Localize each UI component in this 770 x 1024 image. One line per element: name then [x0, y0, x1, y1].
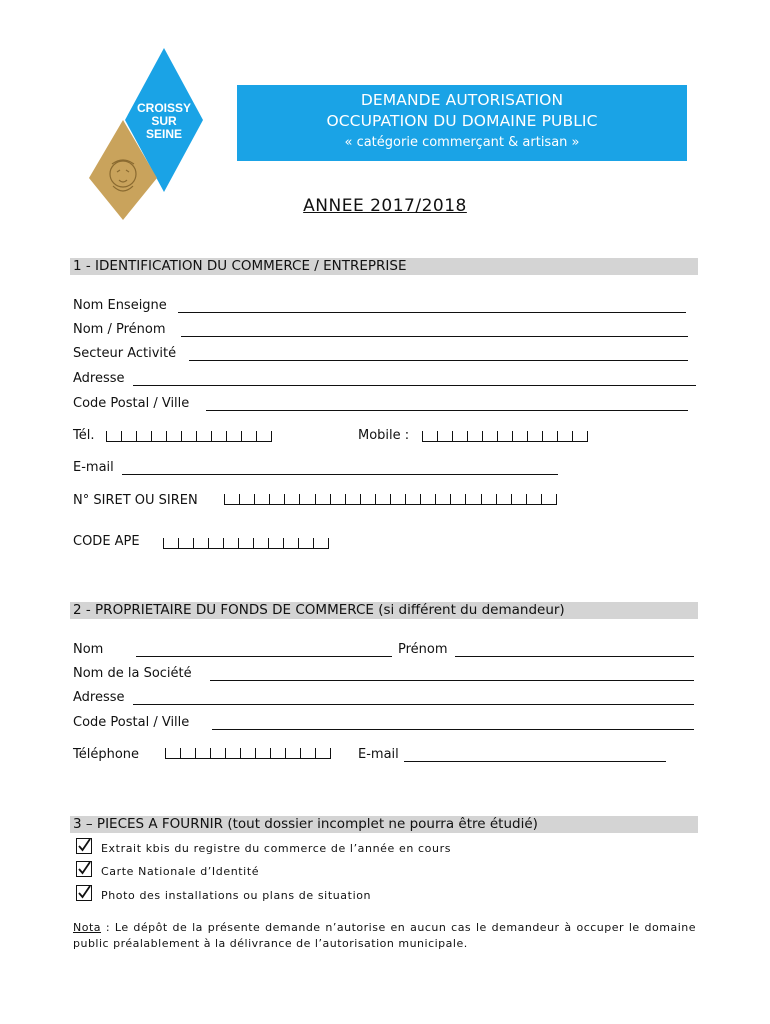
field-secteur-activite[interactable]	[189, 360, 688, 361]
digit-box-divider	[572, 431, 573, 442]
label-proprietaire-prenom: Prénom	[398, 642, 448, 657]
digit-box-divider	[283, 538, 284, 549]
digit-box-divider	[223, 538, 224, 549]
field-adresse[interactable]	[133, 385, 696, 386]
digit-box-divider	[450, 494, 451, 505]
checkbox-checked-icon[interactable]	[76, 838, 92, 854]
digit-box-divider	[496, 494, 497, 505]
label-mobile: Mobile :	[358, 428, 410, 443]
label-secteur-activite: Secteur Activité	[73, 346, 177, 361]
digit-box-divider	[422, 431, 423, 442]
field-proprietaire-email[interactable]	[404, 761, 666, 762]
piece-item-carte-identite: Carte Nationale d’Identité	[101, 865, 260, 878]
field-code-postal-ville[interactable]	[206, 410, 688, 411]
logo-text-line1: CROISSY	[136, 101, 192, 115]
digit-box-divider	[315, 748, 316, 759]
digit-box-divider	[284, 494, 285, 505]
digit-box-divider	[196, 431, 197, 442]
field-tel-boxes[interactable]	[106, 429, 272, 442]
label-proprietaire-nom: Nom	[73, 642, 104, 657]
field-email[interactable]	[122, 474, 558, 475]
digit-box-divider	[527, 431, 528, 442]
digit-box-divider	[121, 431, 122, 442]
digit-box-divider	[557, 431, 558, 442]
digit-box-divider	[526, 494, 527, 505]
checkbox-checked-icon[interactable]	[76, 861, 92, 877]
digit-box-divider	[481, 494, 482, 505]
digit-box-divider	[165, 748, 166, 759]
digit-box-divider	[300, 748, 301, 759]
nota-body: : Le dépôt de la présente demande n’autorise en aucun cas le demandeur à occuper le domaine public préalablement à la délivrance de l’autorisation municipale.	[73, 921, 696, 950]
label-adresse: Adresse	[73, 371, 125, 386]
digit-box-divider	[256, 431, 257, 442]
digit-box-divider	[163, 538, 164, 549]
digit-box-divider	[193, 538, 194, 549]
digit-box-divider	[151, 431, 152, 442]
section2-title: 2 - PROPRIETAIRE DU FONDS DE COMMERCE (si différent du demandeur)	[70, 602, 698, 619]
digit-box-divider	[512, 431, 513, 442]
digit-box-divider	[208, 538, 209, 549]
digit-box-divider	[497, 431, 498, 442]
digit-box-divider	[106, 431, 107, 442]
field-nom-enseigne[interactable]	[178, 312, 686, 313]
digit-box-divider	[210, 748, 211, 759]
nota-label: Nota	[73, 921, 102, 934]
digit-box-divider	[345, 494, 346, 505]
field-proprietaire-prenom[interactable]	[455, 656, 694, 657]
field-proprietaire-telephone-boxes[interactable]	[165, 746, 331, 759]
field-proprietaire-code-postal[interactable]	[212, 729, 694, 730]
section3-title: 3 – PIECES A FOURNIR (tout dossier incomplet ne pourra être étudié)	[70, 816, 698, 833]
field-ape-boxes[interactable]	[163, 536, 329, 549]
digit-box-divider	[435, 494, 436, 505]
piece-item-kbis: Extrait kbis du registre du commerce de l’année en cours	[101, 842, 452, 855]
digit-box-divider	[255, 748, 256, 759]
digit-box-divider	[269, 494, 270, 505]
digit-box-divider	[181, 431, 182, 442]
digit-box-divider	[226, 431, 227, 442]
digit-box-divider	[136, 431, 137, 442]
header-line2: OCCUPATION DU DOMAINE PUBLIC	[326, 112, 598, 130]
year-title: ANNEE 2017/2018	[303, 196, 467, 216]
field-siret-boxes[interactable]	[224, 492, 557, 505]
header-line1: DEMANDE AUTORISATION	[360, 91, 564, 109]
digit-box-divider	[315, 494, 316, 505]
digit-box-divider	[268, 538, 269, 549]
digit-box-divider	[541, 494, 542, 505]
label-nom-societe: Nom de la Société	[73, 666, 192, 681]
digit-box-divider	[166, 431, 167, 442]
digit-box-divider	[328, 538, 329, 549]
logo-text-line2: SUR	[151, 114, 177, 128]
digit-box-divider	[390, 494, 391, 505]
checkbox-checked-icon[interactable]	[76, 885, 92, 901]
nota-text	[73, 920, 696, 952]
digit-box-divider	[224, 494, 225, 505]
digit-box-divider	[180, 748, 181, 759]
label-proprietaire-email: E-mail	[358, 747, 399, 762]
field-nom-prenom[interactable]	[181, 336, 688, 337]
digit-box-divider	[437, 431, 438, 442]
digit-box-divider	[360, 494, 361, 505]
label-code-ape: CODE APE	[73, 534, 140, 549]
label-code-postal-ville: Code Postal / Ville	[73, 396, 190, 411]
digit-box-divider	[299, 494, 300, 505]
digit-box-divider	[225, 748, 226, 759]
digit-box-divider	[330, 494, 331, 505]
digit-box-divider	[285, 748, 286, 759]
field-mobile-boxes[interactable]	[422, 429, 588, 442]
digit-box-divider	[253, 538, 254, 549]
digit-box-divider	[211, 431, 212, 442]
form-header	[237, 85, 687, 161]
digit-box-divider	[465, 494, 466, 505]
field-proprietaire-nom[interactable]	[136, 656, 392, 657]
digit-box-divider	[240, 748, 241, 759]
digit-box-divider	[542, 431, 543, 442]
label-proprietaire-code-postal: Code Postal / Ville	[73, 715, 190, 730]
digit-box-divider	[313, 538, 314, 549]
digit-box-divider	[587, 431, 588, 442]
digit-box-divider	[238, 538, 239, 549]
digit-box-divider	[239, 494, 240, 505]
label-nom-enseigne: Nom Enseigne	[73, 298, 167, 313]
digit-box-divider	[405, 494, 406, 505]
digit-box-divider	[482, 431, 483, 442]
logo-text-line3: SEINE	[145, 127, 183, 141]
label-nom-prenom: Nom / Prénom	[73, 322, 166, 337]
digit-box-divider	[556, 494, 557, 505]
digit-box-divider	[511, 494, 512, 505]
digit-box-divider	[330, 748, 331, 759]
field-proprietaire-adresse[interactable]	[133, 704, 694, 705]
digit-box-divider	[375, 494, 376, 505]
label-email: E-mail	[73, 460, 114, 475]
label-tel: Tél.	[73, 428, 95, 443]
digit-box-divider	[241, 431, 242, 442]
digit-box-divider	[178, 538, 179, 549]
digit-box-divider	[420, 494, 421, 505]
label-proprietaire-adresse: Adresse	[73, 690, 125, 705]
label-proprietaire-telephone: Téléphone	[73, 747, 140, 762]
digit-box-divider	[195, 748, 196, 759]
digit-box-divider	[467, 431, 468, 442]
digit-box-divider	[298, 538, 299, 549]
header-line3: « catégorie commerçant & artisan »	[344, 135, 580, 150]
field-nom-societe[interactable]	[210, 680, 694, 681]
digit-box-divider	[270, 748, 271, 759]
digit-box-divider	[254, 494, 255, 505]
digit-box-divider	[271, 431, 272, 442]
piece-item-photo: Photo des installations ou plans de situation	[101, 889, 372, 902]
label-siret: N° SIRET OU SIREN	[73, 493, 198, 508]
section1-title: 1 - IDENTIFICATION DU COMMERCE / ENTREPRISE	[70, 258, 698, 275]
digit-box-divider	[452, 431, 453, 442]
